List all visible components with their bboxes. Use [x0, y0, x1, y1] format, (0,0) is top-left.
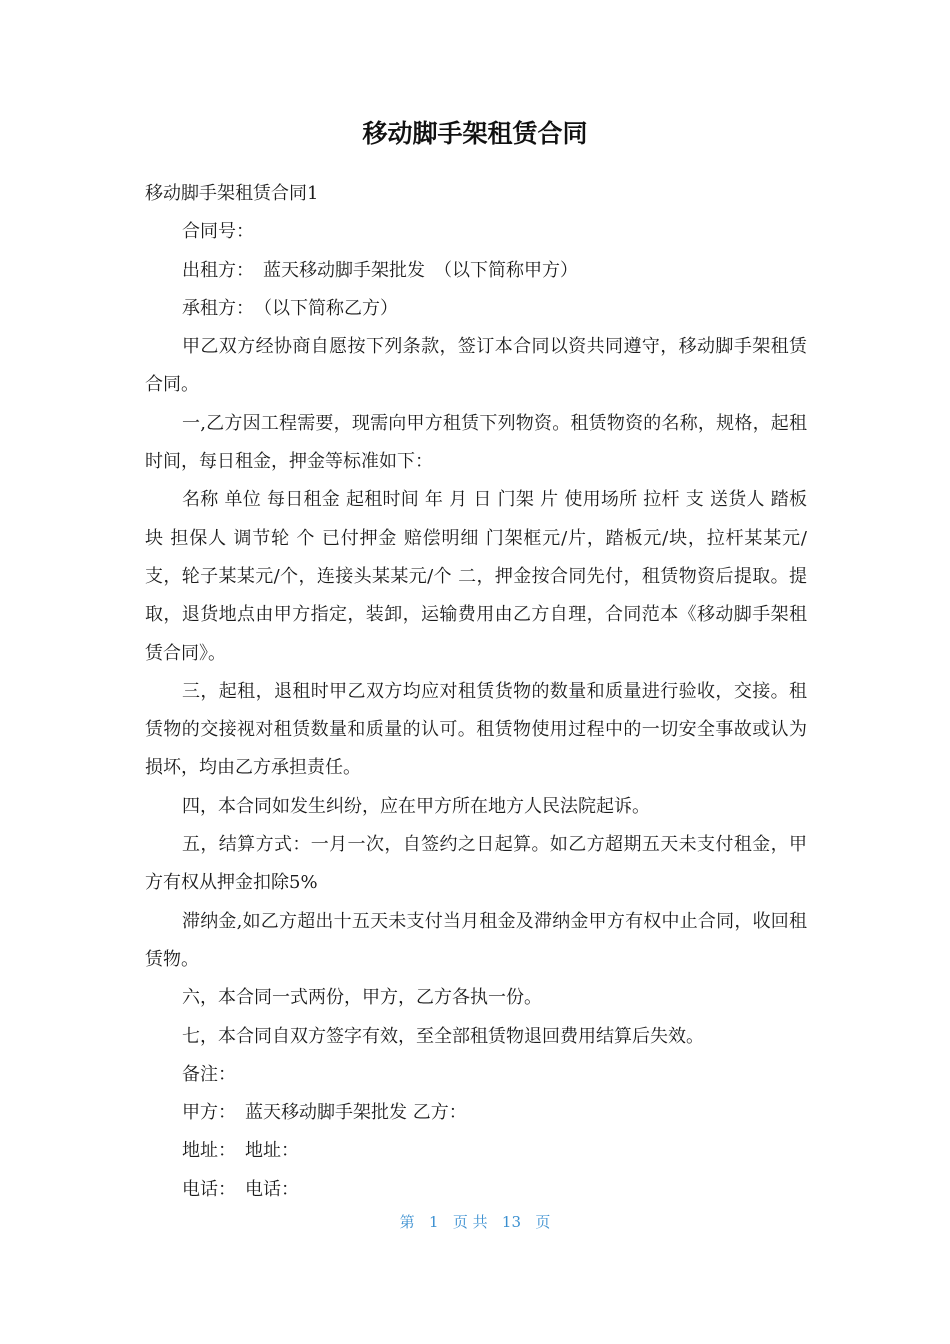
paragraph-party-a: 甲方： 蓝天移动脚手架批发 乙方： — [182, 1102, 467, 1124]
document-title: 移动脚手架租赁合同 — [362, 119, 588, 148]
paragraph-lessee: 承租方： （以下简称乙方） — [182, 297, 398, 319]
paragraph-rental-items: 名称 单位 每日租金 起租时间 年 月 日 门架 片 使用场所 拉杆 支 送货人 踏板 块 担保人 调节轮 个 已付押金 赔偿明细 门架框元/片，踏板元/块，拉杆某某元/支，轮子某某元/个，连接头某某元/个 二，押金按合同先付，租赁物资后提取。提取，退货地点由甲方指定，装卸，运输费用由乙方自理，合同范本《移动脚手架租赁合同》。 — [145, 489, 807, 664]
paragraph-clause-7: 七，本合同自双方签字有效，至全部租赁物退回费用结算后失效。 — [182, 1025, 704, 1047]
footer-middle: 页 共 — [452, 1213, 488, 1231]
paragraph-heading: 移动脚手架租赁合同1 — [145, 183, 319, 204]
paragraph-address: 地址： 地址： — [182, 1140, 299, 1162]
paragraph-clause-1: 一,乙方因工程需要，现需向甲方租赁下列物资。租赁物资的名称，规格，起租时间，每日租金，押金等标准如下： — [145, 412, 807, 473]
paragraph-clause-3: 三，起租，退租时甲乙双方均应对租赁货物的数量和质量进行验收，交接。租赁物的交接视对租赁数量和质量的认可。租赁物使用过程中的一切安全事故或认为损坏，均由乙方承担责任。 — [145, 680, 807, 779]
paragraph-clause-5: 五，结算方式：一月一次，自签约之日起算。如乙方超期五天未支付租金，甲方有权从押金扣除5% — [145, 834, 807, 894]
footer-suffix: 页 — [535, 1213, 551, 1231]
footer-prefix: 第 — [399, 1213, 415, 1231]
paragraph-phone: 电话： 电话： — [182, 1178, 299, 1200]
paragraph-preamble: 甲乙双方经协商自愿按下列条款，签订本合同以资共同遵守，移动脚手架租赁合同。 — [145, 336, 807, 396]
paragraph-lessor: 出租方： 蓝天移动脚手架批发 （以下简称甲方） — [182, 259, 578, 281]
paragraph-contract-number: 合同号： — [182, 221, 254, 243]
footer-total-pages: 13 — [501, 1213, 522, 1231]
footer-current-page: 1 — [428, 1213, 439, 1231]
paragraph-remarks: 备注： — [182, 1063, 236, 1085]
document-body — [145, 175, 807, 1209]
paragraph-clause-6: 六，本合同一式两份，甲方，乙方各执一份。 — [182, 987, 542, 1009]
page-footer — [0, 1211, 950, 1233]
paragraph-late-fee: 滞纳金,如乙方超出十五天未支付当月租金及滞纳金甲方有权中止合同，收回租赁物。 — [145, 910, 807, 970]
paragraph-clause-4: 四，本合同如发生纠纷，应在甲方所在地方人民法院起诉。 — [182, 795, 650, 817]
